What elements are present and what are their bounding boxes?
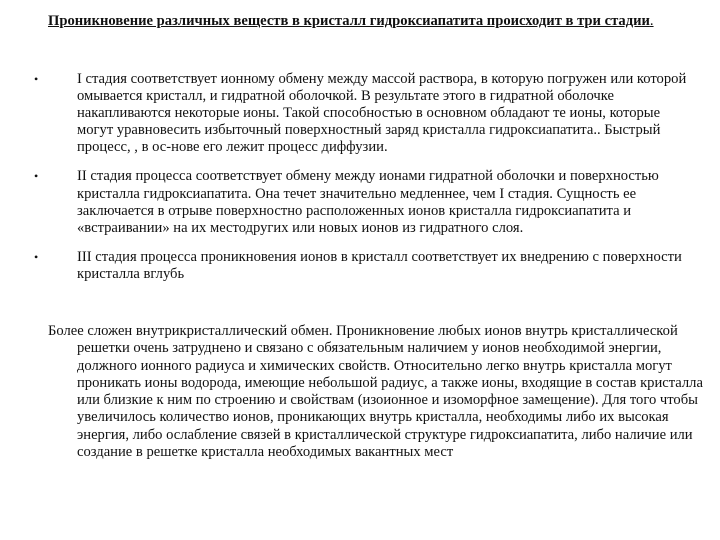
heading-main-text: Проникновение различных веществ в кристалл гидроксиапатита происходит в три стадии (48, 13, 650, 29)
bullet-item-stage-1 (34, 71, 688, 156)
intracrystalline-exchange-paragraph: Более сложен внутрикристаллический обмен. Проникновение любых ионов внутрь кристаллической решетки очень затруднено и связано с обязательным наличием у ионов необходимой энергии, должного ионного радиуса и химических свойств. Относительно легко внутрь кристалла могут проникать ионы водорода, имеющие небольшой радиус, а также ионы, входящие в состав кристалла или близкие к ним по строению и свойствам (изоионное и изоморфное замещение). Для того чтобы увеличилось количество ионов, проникающих внутрь кристалла, необходимы либо их высокая энергия, либо ослабление связей в кристаллической структуре гидроксиапатита, либо наличие или создание в решетке кристалла необходимых вакантных мест (48, 323, 703, 461)
bullet-text-stage-2: II стадия процесса соответствует обмену между ионами гидратной оболочки и поверхностью кристалла гидроксиапатита. Она течет значительно медленнее, чем I стадия. Сущность ее заключается в отрыве поверхностно расположенных ионов кристалла гидроксиапатита и «встраивании» на их местодругих или новых ионов из гидратного слоя. (77, 168, 659, 236)
bullet-item-stage-3 (34, 248, 688, 283)
bullet-marker-3: • (34, 249, 39, 264)
bullet-text-stage-3: III стадия процесса проникновения ионов в кристалл соответствует их внедрению с поверхности кристалла вглубь (77, 248, 682, 282)
bullet-marker-2: • (34, 169, 39, 184)
bullet-marker-1: • (34, 72, 39, 86)
stages-bullet-list (34, 71, 688, 295)
heading-tail-text: . (649, 13, 654, 29)
bullet-text-stage-1: I стадия соответствует ионному обмену между массой раствора, в которую погружен или которой омывается кристалл, и гидратной оболочкой. В результате этого в гидратной оболочке накапливаются некоторые ионы. Такой способностью в основном обладают те ионы, которые могут уравновесить избыточный поверхностный заряд кристалла гидроксиапатита.. Быстрый процесс, , в ос-нове его лежит процесс диффузии. (77, 71, 687, 156)
bullet-item-stage-2 (34, 168, 688, 236)
slide-heading (48, 13, 710, 30)
